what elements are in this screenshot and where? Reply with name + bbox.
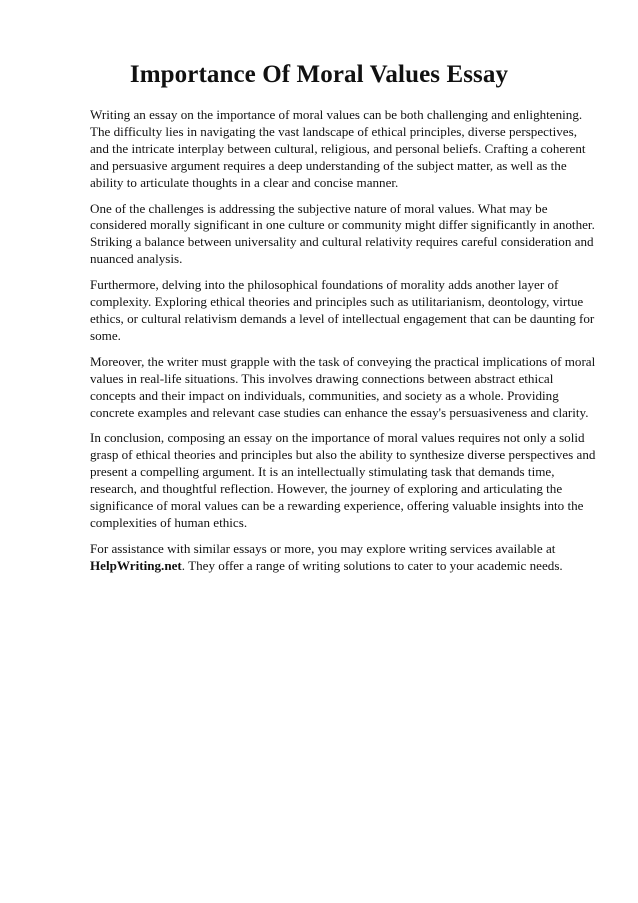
- paragraph-3: Furthermore, delving into the philosophical foundations of morality adds another layer of complexity. Exploring ethical theories and principles such as utilitarianism, deontology, virtue ethics, or cultural relativism demands a level of intellectual engagement that can be daunting for some.: [90, 277, 595, 343]
- essay-body: [90, 107, 596, 575]
- page-title: Importance Of Moral Values Essay: [129, 61, 509, 88]
- paragraph-1: Writing an essay on the importance of moral values can be both challenging and enlightening. The difficulty lies in navigating the vast landscape of ethical principles, diverse perspectives, and the intricate interplay between cultural, religious, and personal beliefs. Crafting a coherent and persuasive argument requires a deep understanding of the subject matter, as well as the ability to articulate thoughts in a clear and concise manner.: [90, 107, 586, 190]
- closing-paragraph: [90, 541, 596, 575]
- closing-suffix: . They offer a range of writing solutions to cater to your academic needs.: [181, 557, 563, 573]
- paragraph-2: One of the challenges is addressing the subjective nature of moral values. What may be considered morally significant in one culture or community might differ significantly in another. Striking a balance between universality and cultural relativity requires careful consideration and nuanced analysis.: [90, 200, 595, 267]
- paragraph-4: Moreover, the writer must grapple with the task of conveying the practical implications of moral values in real-life situations. This involves drawing connections between abstract ethical concepts and their impact on individuals, communities, and society as a whole. Providing concrete examples and relevant case studies can enhance the essay's persuasiveness and clarity.: [90, 353, 596, 420]
- paragraph-5: In conclusion, composing an essay on the importance of moral values requires not only a solid grasp of ethical theories and principles but also the ability to synthesize diverse perspectives and present a compelling argument. It is an intellectually stimulating task that demands time, research, and thoughtful reflection. However, the journey of exploring and articulating the significance of moral values can be a rewarding experience, offering valuable insights into the complexities of human ethics.: [90, 430, 596, 530]
- helpwriting-brand: HelpWriting.net: [90, 557, 182, 573]
- closing-prefix: For assistance with similar essays or more, you may explore writing services available at: [90, 540, 556, 556]
